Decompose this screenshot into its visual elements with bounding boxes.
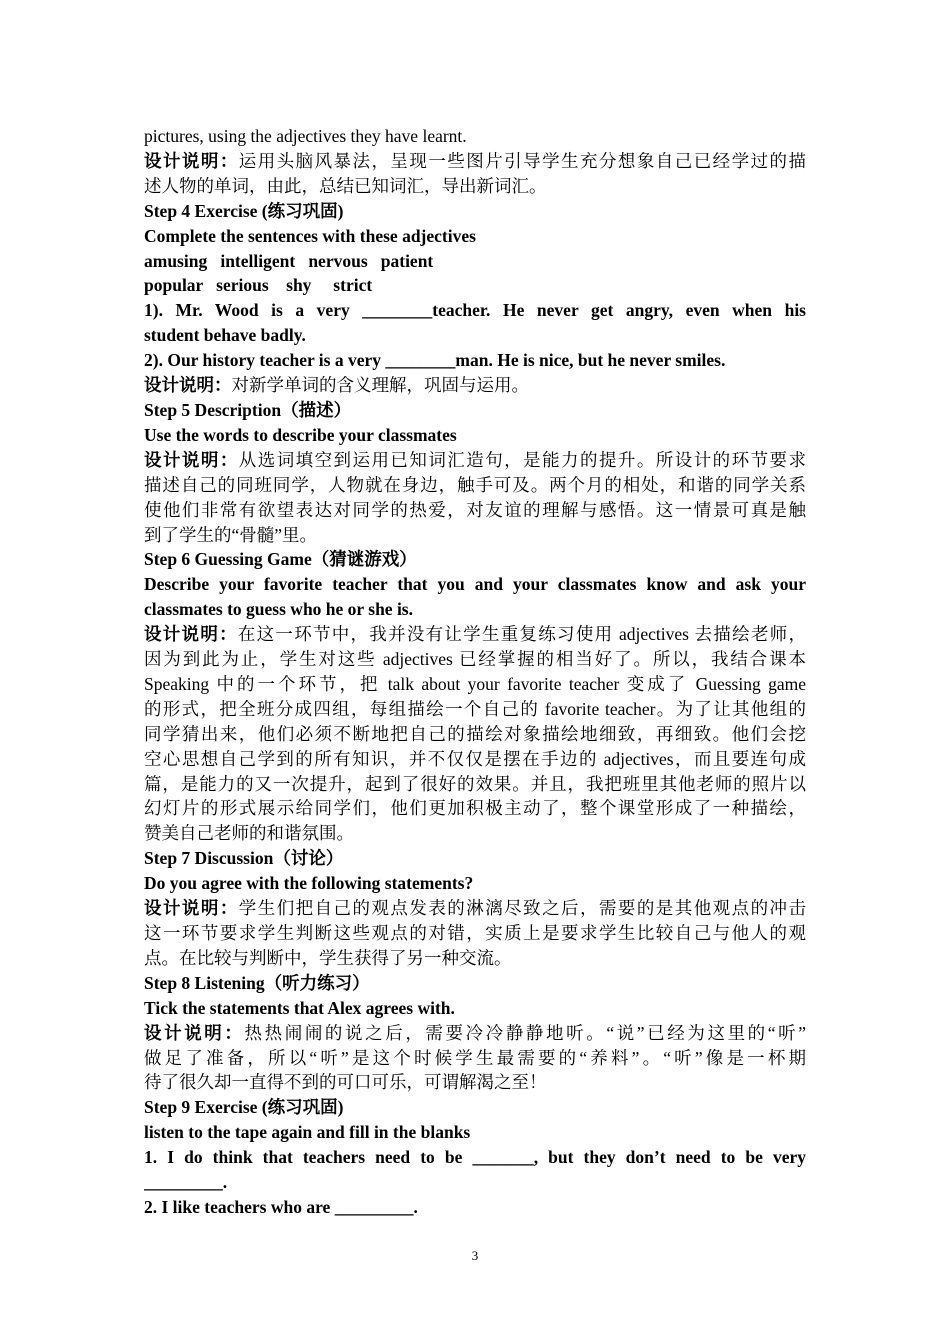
text-line xyxy=(144,149,806,174)
line-text: 空心思想自己学到的所有知识，并不仅仅是摆在手边的 adjectives，而且要连句成 xyxy=(144,748,806,769)
line-text: 学生们把自己的观点发表的淋漓尽致之后，需要的是其他观点的冲击 xyxy=(238,898,806,919)
line-text: 待了很久却一直得不到的可口可乐，可谓解渴之至！ xyxy=(144,1072,547,1093)
text-line xyxy=(144,273,806,298)
line-text: Step 8 Listening（听力练习） xyxy=(144,972,370,993)
line-text: Describe your favorite teacher that you and your classmates know and ask your xyxy=(144,574,806,595)
text-line xyxy=(144,896,806,921)
line-text: popular serious shy strict xyxy=(144,275,373,296)
line-text: 使他们非常有欲望表达对同学的热爱，对友谊的理解与感悟。这一情景可真是触 xyxy=(144,499,806,520)
line-text: Step 7 Discussion（讨论） xyxy=(144,848,344,869)
text-line xyxy=(144,572,806,597)
line-text: 做足了准备，所以“听”是这个时候学生最需要的“养料”。“听”像是一杯期 xyxy=(144,1047,806,1068)
line-text: 1. I do think that teachers need to be _______, but they don’t need to be very xyxy=(144,1147,806,1168)
line-text: 同学猜出来，他们必须不断地把自己的描绘对象描绘地细致，再细致。他们会挖 xyxy=(144,723,806,744)
design-note-label: 设计说明： xyxy=(144,449,239,470)
line-text: 描述自己的同班同学，人物就在身边，触手可及。两个月的相处，和谐的同学关系 xyxy=(144,474,806,495)
text-line xyxy=(144,224,806,249)
line-text: pictures, using the adjectives they have learnt. xyxy=(144,126,467,146)
text-line xyxy=(144,921,806,946)
line-text: 运用头脑风暴法，呈现一些图片引导学生充分想象自己已经学过的描 xyxy=(238,150,806,171)
line-text: 对新学单词的含义理解，巩固与运用。 xyxy=(231,375,529,396)
text-line xyxy=(144,722,806,747)
line-text: listen to the tape again and fill in the blanks xyxy=(144,1122,471,1143)
line-text: 的形式，把全班分成四组，每组描绘一个自己的 favorite teacher。为了让其他组的 xyxy=(144,698,806,719)
page-number: 3 xyxy=(471,1248,479,1263)
text-line xyxy=(144,1170,806,1195)
line-text: Step 6 Guessing Game（猜谜游戏） xyxy=(144,549,417,570)
text-line xyxy=(144,747,806,772)
line-text: Step 5 Description（描述） xyxy=(144,399,352,420)
text-line xyxy=(144,971,806,996)
text-line xyxy=(144,398,806,423)
design-note-label: 设计说明： xyxy=(144,150,239,171)
text-line xyxy=(144,373,806,398)
text-line xyxy=(144,1145,806,1170)
text-line xyxy=(144,523,806,548)
line-text: 1). Mr. Wood is a very ________teacher. He never get angry, even when his xyxy=(144,300,806,321)
text-line xyxy=(144,498,806,523)
text-line xyxy=(144,1195,806,1220)
line-text: 在这一环节中，我并没有让学生重复练习使用 adjectives 去描绘老师， xyxy=(237,624,806,645)
line-text: Use the words to describe your classmates xyxy=(144,424,457,445)
text-line xyxy=(144,622,806,647)
line-text: Complete the sentences with these adjectives xyxy=(144,225,476,246)
line-text: Speaking 中的一个环节，把 talk about your favorite teacher 变成了 Guessing game xyxy=(144,673,806,694)
text-line xyxy=(144,348,806,373)
line-text: 热热闹闹的说之后，需要冷冷静静地听。“说”已经为这里的“听” xyxy=(244,1022,806,1043)
line-text: 从选词填空到运用已知词汇造句，是能力的提升。所设计的环节要求 xyxy=(238,449,806,470)
design-note-label: 设计说明： xyxy=(144,1022,245,1043)
text-line xyxy=(144,796,806,821)
text-line xyxy=(144,174,806,199)
text-line xyxy=(144,547,806,572)
line-text: Step 9 Exercise (练习巩固) xyxy=(144,1097,344,1118)
text-line xyxy=(144,1120,806,1145)
text-line xyxy=(144,199,806,224)
text-line xyxy=(144,1070,806,1095)
line-text: _________. xyxy=(144,1172,228,1193)
text-line xyxy=(144,124,806,149)
document-body xyxy=(144,124,806,1220)
line-text: 2. I like teachers who are _________. xyxy=(144,1196,418,1217)
line-text: 2). Our history teacher is a very ________man. He is nice, but he never smiles. xyxy=(144,350,726,371)
text-line xyxy=(144,1021,806,1046)
line-text: 因为到此为止，学生对这些 adjectives 已经掌握的相当好了。所以，我结合课本 xyxy=(144,649,806,670)
text-line xyxy=(144,996,806,1021)
text-line xyxy=(144,1095,806,1120)
design-note-label: 设计说明： xyxy=(144,624,238,645)
text-line xyxy=(144,597,806,622)
text-line xyxy=(144,249,806,274)
text-line xyxy=(144,298,806,323)
line-text: 幻灯片的形式展示给同学们，他们更加积极主动了，整个课堂形成了一种描绘， xyxy=(144,798,806,819)
text-line xyxy=(144,871,806,896)
line-text: Do you agree with the following statements? xyxy=(144,873,474,894)
text-line xyxy=(144,672,806,697)
text-line xyxy=(144,423,806,448)
text-line xyxy=(144,473,806,498)
line-text: Tick the statements that Alex agrees with. xyxy=(144,997,455,1018)
line-text: 述人物的单词，由此，总结已知词汇，导出新词汇。 xyxy=(144,175,547,196)
line-text: 到了学生的“骨髓”里。 xyxy=(144,524,318,545)
design-note-label: 设计说明： xyxy=(144,375,232,396)
text-line xyxy=(144,323,806,348)
line-text: amusing intelligent nervous patient xyxy=(144,250,434,271)
text-line xyxy=(144,772,806,797)
line-text: classmates to guess who he or she is. xyxy=(144,599,413,620)
line-text: Step 4 Exercise (练习巩固) xyxy=(144,200,344,221)
text-line xyxy=(144,697,806,722)
line-text: 赞美自己老师的和谐氛围。 xyxy=(144,823,354,844)
text-line xyxy=(144,448,806,473)
text-line xyxy=(144,946,806,971)
line-text: 这一环节要求学生判断这些观点的对错，实质上是要求学生比较自己与他人的观 xyxy=(144,923,806,943)
line-text: 篇，是能力的又一次提升，起到了很好的效果。并且，我把班里其他老师的照片以 xyxy=(144,773,806,794)
text-line xyxy=(144,647,806,672)
text-line xyxy=(144,1046,806,1071)
line-text: 点。在比较与判断中，学生获得了另一种交流。 xyxy=(144,947,512,968)
text-line xyxy=(144,846,806,871)
line-text: student behave badly. xyxy=(144,325,306,346)
text-line xyxy=(144,821,806,846)
design-note-label: 设计说明： xyxy=(144,898,239,919)
